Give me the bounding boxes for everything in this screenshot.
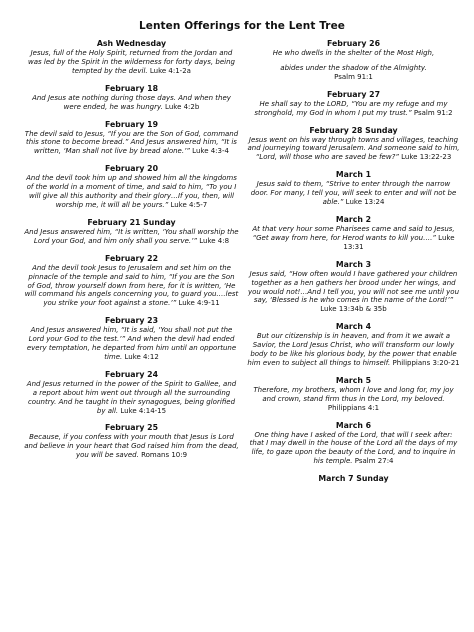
entry-ash-wednesday (24, 39, 239, 76)
entry-reference: Luke 4:14-15 (120, 406, 167, 415)
entry-text: He shall say to the LORD, “You are my refuge and my stronghold, my God in whom I put my trust.” Psalm 91:2 (254, 99, 453, 117)
entry-text: And Jesus answered him, “It is written, ‘You shall worship the Lord your God, and him only shall you serve.’” Luke 4:8 (24, 227, 239, 245)
entry-date: February 20 (104, 164, 159, 174)
entry-text: And Jesus answered him, “It is said, ‘You shall not put the Lord your God to the test.’” And when the devil had ended every temptation, he departed from him until an opportune time. Luke 4:12 (26, 326, 237, 361)
entry-date: March 2 (335, 214, 372, 224)
entry-text: And the devil took him up and showed him all the kingdoms of the world in a moment of time, and said to him, “To you I will give all this authority and their glory…If you, then, will worship me, it will all be yours.” Luke 4:5-7 (26, 174, 237, 209)
entry-reference: Philippians 4:1 (327, 403, 380, 412)
right-column (247, 39, 460, 492)
entry-february-20 (24, 164, 239, 210)
entry-date: March 3 (335, 259, 372, 269)
entry-february-21 (24, 218, 239, 246)
entry-date: March 4 (335, 322, 372, 332)
entry-date: February 22 (104, 253, 159, 263)
entry-reference: Luke 4:5-7 (170, 200, 208, 209)
entry-date: February 18 (104, 83, 159, 93)
entry-february-25 (24, 423, 239, 460)
entry-date: February 24 (104, 369, 159, 379)
entry-february-24 (24, 370, 239, 416)
entry-february-27 (247, 90, 460, 118)
entry-march-6 (247, 421, 460, 467)
entry-february-19 (24, 120, 239, 157)
entry-text: Therefore, my brothers, whom I love and long for, my joy and crown, stand firm thus in the Lord, my beloved. Philippians 4:1 (253, 385, 454, 412)
left-column (24, 39, 239, 492)
entry-text: Because, if you confess with your mouth that Jesus is Lord and believe in your heart that God raised him from the dead, you will be saved. Romans 10:9 (24, 433, 239, 460)
entry-text: And the devil took Jesus to Jerusalem and set him on the pinnacle of the temple and said to him, “If you are the Son of God, throw yourself down from here, for it is written, ‘He will command his angels concerning you, to guard you….lest you strike your foot against a stone.’” Luke 4:9-11 (24, 263, 239, 308)
entry-february-26 (247, 39, 460, 82)
entry-march-3 (247, 260, 460, 315)
entry-february-22 (24, 254, 239, 309)
entry-reference: Luke 4:9-11 (178, 299, 220, 308)
entry-march-1 (247, 170, 460, 207)
columns (24, 39, 460, 492)
entry-date: March 1 (335, 170, 372, 180)
entry-reference: Psalm 91:2 (413, 108, 453, 117)
entry-date: February 25 (104, 423, 159, 433)
entry-reference: Luke 13:22-23 (401, 153, 452, 162)
entry-date: March 7 Sunday (318, 474, 389, 484)
entry-reference: Philippians 3:20-21 (392, 358, 460, 367)
entry-text: But our citizenship is in heaven, and from it we await a Savior, the Lord Jesus Christ, who will transform our lowly body to be like his glorious body, by the power that enable him even to subject all things to himself. Philippians 3:20-21 (247, 332, 460, 367)
entry-march-5 (247, 376, 460, 413)
entry-reference: Luke 4:3-4 (192, 147, 229, 156)
entry-march-4 (247, 322, 460, 368)
entry-reference: Luke 4:8 (199, 236, 230, 245)
entry-text: Jesus, full of the Holy Spirit, returned from the Jordan and was led by the Spirit in the wilderness for forty days, being tempted by the devil. Luke 4:1-2a (28, 49, 235, 75)
entry-reference: Luke 4:1-2a (149, 66, 191, 75)
entry-date: February 21 Sunday (87, 217, 176, 227)
entry-reference: Luke 13:24 (345, 198, 385, 207)
entry-text-continued: abides under the shadow of the Almighty. Psalm 91:1 (280, 63, 427, 81)
page-title: Lenten Offerings for the Lent Tree (138, 20, 346, 32)
entry-text: Jesus went on his way through towns and villages, teaching and journeying toward Jerusalem. And someone said to him, “Lord, will those who are saved be few?” Luke 13:22-23 (247, 135, 460, 162)
entry-text: At that very hour some Pharisees came and said to Jesus, “Get away from here, for Herod wants to kill you….” Luke 13:31 (252, 224, 455, 251)
entry-march-2 (247, 215, 460, 252)
entry-text: And Jesus ate nothing during those days. And when they were ended, he was hungry. Luke 4:2b (32, 93, 231, 111)
entry-reference: Psalm 27:4 (354, 457, 394, 466)
entry-text: One thing have I asked of the Lord, that will I seek after: that I may dwell in the house of the Lord all the days of my life, to gaze upon the beauty of the Lord, and to inquire in his temple. Psalm 27:4 (249, 430, 458, 466)
entry-march-7 (247, 474, 460, 484)
entry-february-28 (247, 126, 460, 163)
entry-date: February 19 (104, 119, 159, 129)
entry-date: March 5 (335, 375, 372, 385)
entry-date: Ash Wednesday (96, 39, 167, 48)
entry-reference: Psalm 91:1 (334, 72, 373, 81)
entry-reference: Luke 4:2b (165, 102, 200, 111)
entry-text: The devil said to Jesus, “If you are the Son of God, command this stone to become bread.” And Jesus answered him, “It is written, ‘Man shall not live by bread alone.’” Luke 4:3-4 (24, 129, 239, 156)
entry-date: March 6 (335, 420, 372, 430)
entry-text: He who dwells in the shelter of the Most High, (272, 49, 435, 57)
entry-text: Jesus said, “How often would I have gathered your children together as a hen gathers her brood under her wings, and you would not!…And I tell you, you will not see me until you say, ‘Blessed is he who comes in the name of the Lord!’” Luke 13:34b & 35b (247, 269, 460, 314)
entry-reference: Romans 10:9 (141, 451, 188, 460)
entry-reference: Luke 13:31 (343, 233, 455, 251)
entry-date: February 26 (326, 39, 381, 48)
entry-february-23 (24, 316, 239, 362)
entry-date: February 27 (326, 89, 381, 99)
entry-reference: Luke 4:12 (124, 352, 159, 361)
entry-text: And Jesus returned in the power of the Spirit to Galilee, and a report about him went out through all the surrounding country. And he taught in their synagogues, being glorified by all. Luke 4:14-15 (26, 379, 237, 415)
entry-text: Jesus said to them, “Strive to enter through the narrow door. For many, I tell you, will seek to enter and will not be able.” Luke 13:24 (250, 180, 457, 207)
entry-february-18 (24, 84, 239, 112)
entry-reference: Luke 13:34b & 35b (320, 305, 387, 314)
entry-date: February 28 Sunday (309, 125, 398, 135)
entry-date: February 23 (104, 316, 159, 326)
